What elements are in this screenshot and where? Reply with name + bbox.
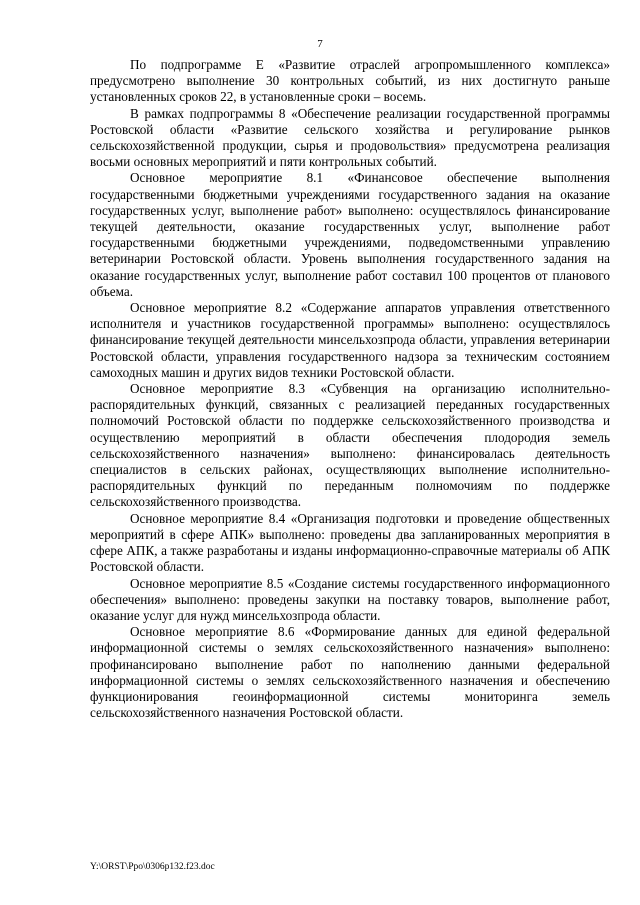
paragraph-measure-8-4: Основное мероприятие 8.4 «Организация подготовки и проведение общественных мероприятий в сфере АПК» выполнено: проведены два запланированных мероприятия в сфере АПК, а также разработаны и изданы информационно-справочные материалы об АПК Ростовской области. bbox=[90, 510, 610, 575]
document-body bbox=[90, 57, 610, 721]
paragraph-measure-8-5: Основное мероприятие 8.5 «Создание системы государственного информационного обеспечения» выполнено: проведены закупки на поставку товаров, выполнение работ, оказание услуг для нужд минсельхозпрода области. bbox=[90, 575, 610, 623]
paragraph-subprogram-e-summary: По подпрограмме Е «Развитие отраслей агропромышленного комплекса» предусмотрено выполнение 30 контрольных событий, из них достигнуто раньше установленных сроков 22, в установленные сроки – восемь. bbox=[90, 57, 610, 105]
page-number: 7 bbox=[317, 38, 323, 50]
paragraph-measure-8-6: Основное мероприятие 8.6 «Формирование данных для единой федеральной информационной системы о землях сельскохозяйственного назначения» выполнено: профинансировано выполнение работ по наполнению данными федеральной информационной системы о землях сельскохозяйственного назначения и обеспечению функционирования геоинформационной системы мониторинга земель сельскохозяйственного назначения Ростовской области. bbox=[90, 624, 610, 721]
paragraph-subprogram-8-intro: В рамках подпрограммы 8 «Обеспечение реализации государственной программы Ростовской области «Развитие сельского хозяйства и регулирование рынков сельскохозяйственной продукции, сырья и продовольствия» предусмотрена реализация восьми основных мероприятий и пяти контрольных событий. bbox=[90, 105, 610, 170]
paragraph-measure-8-2: Основное мероприятие 8.2 «Содержание аппаратов управления ответственного исполнителя и участников государственной программы» выполнено: осуществлялось финансирование текущей деятельности минсельхозпрода области, управления ветеринарии Ростовской области, управления государственного надзора за техническим состоянием самоходных машин и других видов техники Ростовской области. bbox=[90, 300, 610, 380]
file-path-footer: Y:\ORST\Ppo\0306p132.f23.doc bbox=[90, 862, 215, 872]
paragraph-measure-8-3: Основное мероприятие 8.3 «Субвенция на организацию исполнительно-распорядительных функций, связанных с реализацией переданных государственных полномочий Ростовской области по поддержке сельскохозяйственного производства и осуществлению мероприятий в области обеспечения плодородия земель сельскохозяйственного назначения» выполнено: финансировалась деятельность специалистов в сельских районах, осуществляющих выполнение исполнительно-распорядительных функций по переданным полномочиям по поддержке сельскохозяйственного производства. bbox=[90, 381, 610, 510]
paragraph-measure-8-1: Основное мероприятие 8.1 «Финансовое обеспечение выполнения государственными бюджетными учреждениями государственного задания на оказание государственных услуг, выполнение работ» выполнено: осуществлялось финансирование текущей деятельности, оказание государственных услуг, выполнение работ государственными бюджетными учреждениями, подведомственными управлению ветеринарии Ростовской области. Уровень выполнения государственного задания на оказание государственных услуг, выполнение работ составил 100 процентов от планового объема. bbox=[90, 170, 610, 299]
